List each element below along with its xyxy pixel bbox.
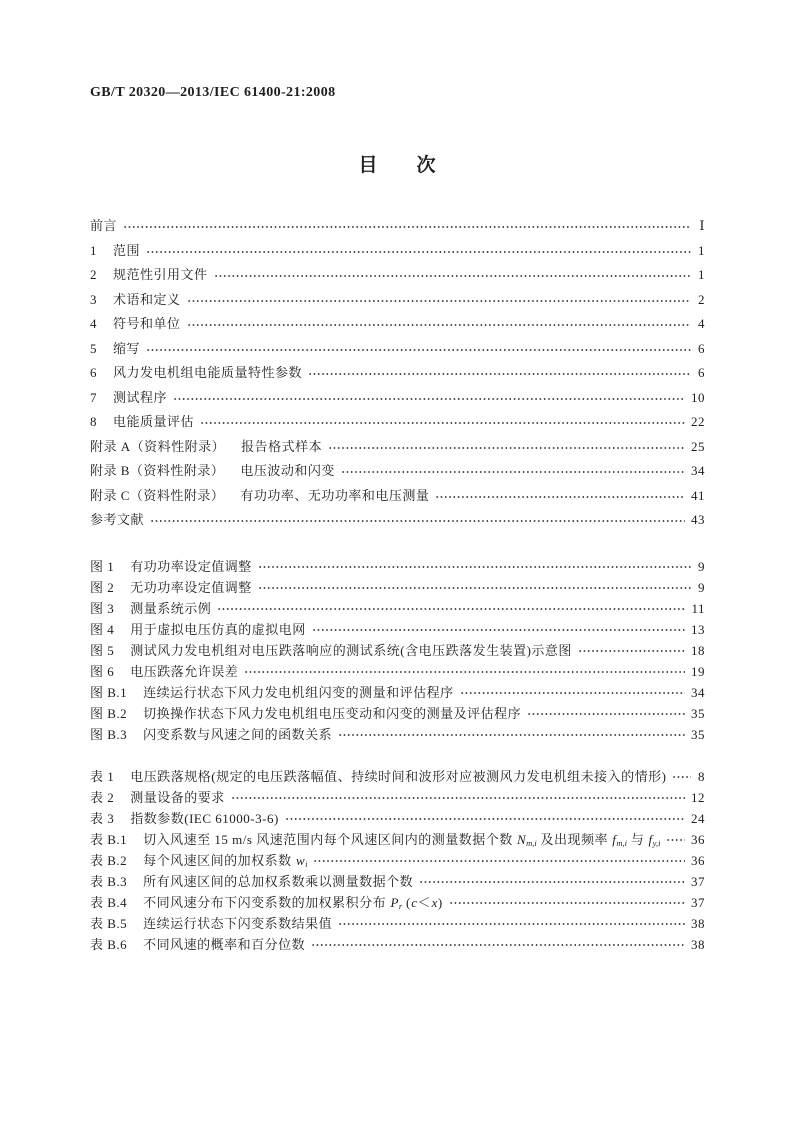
entry-number: 3 [90, 291, 97, 307]
figure-entry [90, 661, 705, 682]
dot-leader [672, 766, 691, 787]
entry-number: 5 [90, 340, 97, 356]
page-number: 6 [698, 340, 705, 356]
page-number: 19 [691, 663, 705, 679]
entry-number: 图 1 [90, 558, 115, 574]
entry-title [113, 312, 181, 337]
entry-title [143, 829, 660, 850]
figures-list [90, 556, 705, 745]
figure-entry [90, 703, 705, 724]
page-number: 12 [691, 789, 705, 805]
table-entry [90, 829, 705, 850]
toc-entry [90, 386, 705, 411]
page-number: 9 [698, 579, 705, 595]
title-text: 电压跌落规格(规定的电压跌落幅值、持续时间和波形对应被测风力发电机组未接入的情形) [130, 768, 667, 784]
dot-leader [341, 459, 685, 484]
dot-leader [527, 703, 685, 724]
page-number: 8 [698, 768, 705, 784]
dot-leader [338, 724, 685, 745]
math-subscript: m,i [616, 837, 628, 848]
math-variable: c [411, 894, 418, 910]
page-number: Ⅰ [699, 218, 705, 233]
title-text: 有功功率、无功功率和电压测量 [240, 487, 430, 503]
dot-leader [123, 214, 691, 239]
title-text: 测试风力发电机组对电压跌落响应的测试系统(含电压跌落发生装置)示意图 [130, 642, 572, 658]
title-text: 术语和定义 [113, 291, 181, 307]
dot-leader [460, 682, 685, 703]
toc-entry [90, 288, 705, 313]
dot-leader [328, 435, 685, 460]
title-text: 切换操作状态下风力发电机组电压变动和闪变的测量及评估程序 [143, 705, 522, 721]
toc-entry [90, 410, 705, 435]
entry-title [113, 337, 140, 362]
title-text: 风力发电机组电能质量特性参数 [113, 365, 303, 380]
entry-title [143, 934, 305, 955]
toc-entry [90, 459, 705, 484]
math-variable: f [612, 831, 616, 847]
toc-entry [90, 312, 705, 337]
entry-number: 8 [90, 414, 97, 429]
page-number: 34 [691, 684, 705, 700]
entry-title [143, 850, 307, 871]
table-entry [90, 934, 705, 955]
entry-number: 图 B.2 [90, 705, 128, 721]
dot-leader [146, 337, 691, 362]
math-variable: w [295, 852, 305, 868]
entry-number: 图 4 [90, 621, 115, 637]
page-number: 34 [691, 463, 705, 478]
dot-leader [258, 577, 691, 598]
figure-entry [90, 577, 705, 598]
entry-title [143, 892, 443, 913]
entry-number: 表 B.2 [90, 852, 128, 868]
page-number: 18 [691, 642, 705, 658]
entry-title [113, 361, 302, 386]
dot-leader [187, 288, 691, 313]
page-number: 41 [691, 487, 705, 503]
dot-leader [146, 239, 691, 264]
title-text: ( [402, 894, 411, 910]
table-entry [90, 913, 705, 934]
dot-leader [258, 556, 691, 577]
entry-number: 图 3 [90, 600, 115, 616]
entry-number: 表 1 [90, 768, 115, 784]
entry-number: 图 6 [90, 663, 115, 679]
entry-title [130, 619, 306, 640]
math-subscript: r [398, 900, 403, 911]
page-number: 35 [691, 726, 705, 742]
page-number: 6 [698, 365, 705, 380]
entry-title [130, 787, 225, 808]
title-text: 连续运行状态下风力发电机组闪变的测量和评估程序 [143, 684, 454, 700]
page-number: 25 [691, 438, 705, 454]
figure-entry [90, 640, 705, 661]
entry-number: 图 2 [90, 579, 115, 595]
dot-leader [435, 484, 685, 509]
title-text: 电压波动和闪变 [240, 463, 335, 478]
figure-entry [90, 598, 705, 619]
tables-list [90, 766, 705, 955]
dot-leader [187, 312, 691, 337]
title-text: 指数参数(IEC 61000-3-6) [130, 810, 279, 826]
page-number: 4 [698, 316, 705, 331]
title-text: 测试程序 [113, 389, 168, 405]
math-subscript: y,i [652, 837, 661, 848]
page-number: 37 [691, 873, 705, 889]
dot-leader [214, 263, 691, 288]
entry-title [113, 386, 167, 411]
title-text: 切入风速至 15 m/s 风速范围内每个风速区间内的测量数据个数 [143, 831, 517, 847]
figure-entry [90, 556, 705, 577]
toc-heading: 目 次 [358, 154, 446, 176]
math-variable: N [516, 831, 526, 847]
dot-leader [449, 892, 685, 913]
page-number: 37 [691, 894, 705, 910]
title-text: 缩写 [113, 340, 141, 356]
toc-entry [90, 508, 705, 533]
dot-leader [217, 598, 685, 619]
page-number: 1 [698, 242, 705, 258]
entry-number: 图 B.1 [90, 684, 128, 700]
entry-number: 表 B.3 [90, 873, 128, 889]
entry-number: 表 2 [90, 789, 115, 805]
page-number: 24 [691, 810, 705, 826]
entry-title [113, 263, 208, 288]
entry-number: 表 B.4 [90, 894, 128, 910]
title-text: 无功功率设定值调整 [130, 579, 252, 595]
title-text: 与 [627, 831, 649, 847]
entry-title [90, 508, 144, 533]
dot-leader [244, 661, 685, 682]
title-text: 电能质量评估 [113, 414, 195, 429]
entry-title [130, 766, 666, 787]
entry-title [113, 410, 194, 435]
table-entry [90, 808, 705, 829]
toc-entry [90, 484, 705, 509]
table-entry [90, 766, 705, 787]
figure-entry [90, 619, 705, 640]
toc-entry [90, 239, 705, 264]
entry-title [143, 682, 454, 703]
entry-number: 2 [90, 267, 97, 282]
entry-number: 附录 B（资料性附录） [90, 463, 225, 478]
title-text: 测量系统示例 [130, 600, 212, 616]
toc-entry [90, 435, 705, 460]
page-number: 36 [691, 852, 705, 868]
entry-number: 图 5 [90, 642, 115, 658]
entry-title [240, 484, 429, 509]
entry-number: 7 [90, 389, 97, 405]
dot-leader [312, 619, 685, 640]
title-text: 有功功率设定值调整 [130, 558, 252, 574]
math-variable: x [431, 894, 438, 910]
title-text: 每个风速区间的加权系数 [143, 852, 296, 868]
figure-entry [90, 682, 705, 703]
toc-entry [90, 214, 705, 239]
entry-number: 表 3 [90, 810, 115, 826]
page-number: 1 [698, 267, 705, 282]
title-text: 范围 [113, 242, 141, 258]
page-number: 13 [691, 621, 705, 637]
entry-title [143, 703, 521, 724]
entry-number: 表 B.1 [90, 831, 128, 847]
entry-number: 图 B.3 [90, 726, 128, 742]
title-text: ＜ [417, 894, 432, 910]
dot-leader [231, 787, 685, 808]
title-text: 规范性引用文件 [113, 267, 208, 282]
entry-title [143, 724, 332, 745]
title-text: 所有风速区间的总加权系数乘以测量数据个数 [143, 873, 414, 889]
title-text: 用于虚拟电压仿真的虚拟电网 [130, 621, 306, 637]
dot-leader [308, 361, 691, 386]
table-entry [90, 892, 705, 913]
title-text: 及出现频率 [536, 831, 612, 847]
entry-title [130, 577, 252, 598]
title-text: 连续运行状态下闪变系数结果值 [143, 915, 333, 931]
entry-title [113, 288, 181, 313]
standard-code-header: GB/T 20320—2013/IEC 61400-21:2008 [90, 85, 336, 100]
dot-leader [338, 913, 685, 934]
page-number: 11 [691, 600, 705, 616]
title-text: 测量设备的要求 [130, 789, 225, 805]
title-text: ) [437, 894, 443, 910]
entry-title [130, 661, 238, 682]
title-text: 前言 [90, 218, 118, 233]
contents-list [90, 214, 705, 533]
math-subscript: m,i [526, 837, 537, 848]
title-text: 符号和单位 [113, 316, 181, 331]
title-text: 不同风速的概率和百分位数 [143, 936, 306, 952]
figure-entry [90, 724, 705, 745]
entry-title [90, 214, 117, 239]
title-text: 报告格式样本 [241, 438, 323, 454]
table-entry [90, 871, 705, 892]
table-entry [90, 850, 705, 871]
page-number: 2 [698, 291, 705, 307]
page-number: 9 [698, 558, 705, 574]
entry-title [240, 459, 335, 484]
dot-leader [311, 934, 685, 955]
page-number: 38 [691, 936, 705, 952]
entry-title [143, 913, 332, 934]
title-text: 电压跌落允许误差 [130, 663, 239, 679]
page-number: 22 [691, 414, 705, 429]
entry-number: 1 [90, 242, 97, 258]
title-text: 闪变系数与风速之间的函数关系 [143, 726, 333, 742]
table-entry [90, 787, 705, 808]
entry-title [130, 556, 252, 577]
toc-entry [90, 263, 705, 288]
entry-title [241, 435, 322, 460]
dot-leader [173, 386, 685, 411]
dot-leader [419, 871, 685, 892]
toc-entry [90, 337, 705, 362]
toc-entry [90, 361, 705, 386]
entry-title [130, 808, 279, 829]
page-number: 10 [691, 389, 705, 405]
entry-title [113, 239, 140, 264]
entry-title [143, 871, 413, 892]
title-text: 不同风速分布下闪变系数的加权累积分布 [143, 894, 390, 910]
dot-leader [313, 850, 685, 871]
dot-leader [578, 640, 685, 661]
page-number: 35 [691, 705, 705, 721]
dot-leader [285, 808, 685, 829]
page-number: 38 [691, 915, 705, 931]
dot-leader [150, 508, 685, 533]
math-subscript: i [305, 858, 308, 869]
entry-number: 附录 A（资料性附录） [90, 438, 226, 454]
entry-number: 6 [90, 365, 97, 380]
page-number: 43 [691, 512, 705, 527]
entry-title [130, 640, 572, 661]
entry-number: 表 B.6 [90, 936, 128, 952]
title-text: 参考文献 [90, 512, 145, 527]
entry-number: 4 [90, 316, 97, 331]
entry-number: 表 B.5 [90, 915, 128, 931]
entry-title [130, 598, 211, 619]
math-variable: P [390, 894, 399, 910]
math-variable: f [648, 831, 653, 847]
entry-number: 附录 C（资料性附录） [90, 487, 225, 503]
page-number: 36 [691, 831, 705, 847]
dot-leader [200, 410, 685, 435]
dot-leader [666, 829, 685, 850]
